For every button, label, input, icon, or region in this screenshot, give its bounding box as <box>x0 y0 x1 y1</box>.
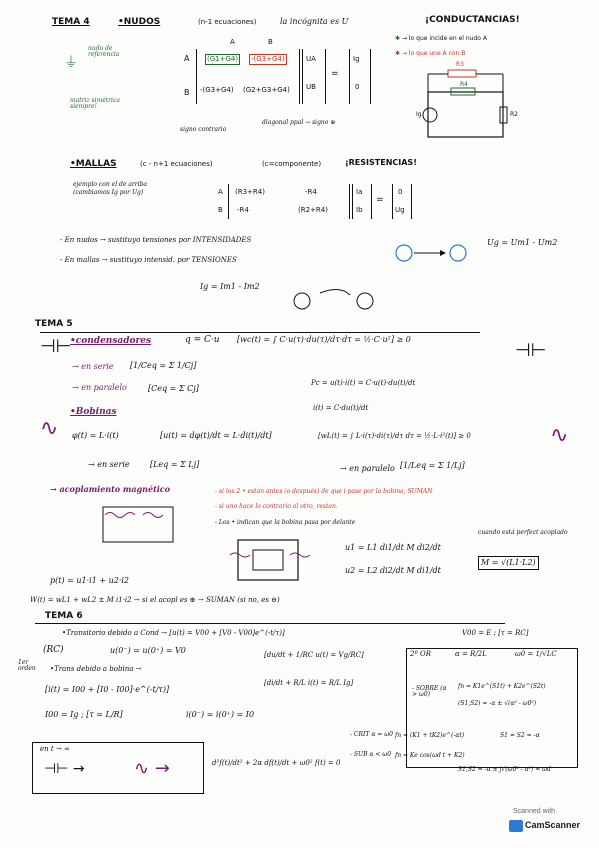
ig-equation: Ig = Im1 - Im2 <box>200 282 260 291</box>
acop-rule3: - Los • indican que la bobina pasa por delante <box>215 519 356 526</box>
crit-eq: fn = (K1 + tK2)e^(-αt) <box>395 732 465 739</box>
acop-rule2: - si uno hace lo contrario al otro, restan. <box>215 503 338 510</box>
w0-eq: ω0 = 1/√LC <box>515 650 557 658</box>
current-source <box>423 108 437 122</box>
camscanner-logo-icon <box>509 820 523 832</box>
crit-label: - CRIT α = ω0 <box>350 731 393 738</box>
sub-eq: fn = Ke cos(ωd t + K2) <box>395 752 465 759</box>
wl-equation: [wL(t) = ∫ L·i(τ)·di(τ)/dτ dτ = ½·L·i²(t)] ≥ 0 <box>318 432 471 440</box>
trans-cond: •Transitorio debido a Cond → [u(t) = V00 + [V0 - V00]e^(-t/τ)] <box>62 629 285 637</box>
sobre-label: - SOBRE (α > ω0) <box>412 685 447 698</box>
voltage-source-icon <box>396 245 412 261</box>
circuit-r4-label: R4 <box>460 81 468 88</box>
cond-serie: → en serie <box>72 362 114 371</box>
mesh-row-a: A <box>218 188 223 196</box>
transformer-window <box>253 550 283 570</box>
node-a-label: A <box>184 54 190 63</box>
mallas-eq: (c - n+1 ecuaciones) <box>140 160 213 168</box>
diag-note: diagonal ppal → signo ⊕ <box>262 119 336 126</box>
sign-contrary-note: signo contrario <box>180 126 227 133</box>
mesh-current-icon-2 <box>357 293 373 309</box>
vector-ib: Ib <box>356 206 363 214</box>
vector-ub: UB <box>306 83 316 91</box>
coil-1 <box>105 513 135 518</box>
tema6-title: TEMA 6 <box>45 611 83 621</box>
ug-equation: Ug = Um1 - Um2 <box>487 238 558 247</box>
orden2-label: 2º OR <box>410 650 431 658</box>
mesh-m11: (R3+R4) <box>235 188 265 196</box>
sub-label: - SUB α < ω0 <box>350 751 392 758</box>
comp-eq: (c=componente) <box>262 160 322 168</box>
cond-header: •condensadores <box>70 336 152 346</box>
legend-green: ✱ → lo que incide en el nudo A <box>395 35 487 42</box>
bob-paralelo: → en paralelo <box>340 464 395 473</box>
mesh-ug: Ug <box>395 206 405 214</box>
circuit-loop <box>428 92 503 137</box>
acop-rule1: - si los 2 • están antes (o después) de que i pase por la bobina, SUMAN <box>215 488 433 495</box>
rule-nudos: - En nudos → sustituyo tensiones por INTENSIDADES <box>60 236 252 244</box>
mesh-current-icon <box>294 293 310 309</box>
tema6-divider <box>35 623 505 624</box>
phi-equation: φ(t) = L·i(t) <box>72 431 119 440</box>
it-eq: [i(t) = I00 + [I0 - I00]·e^(-t/τ)] <box>45 685 170 694</box>
rl-ode: [di/dt + R/L i(t) = R/L Ig] <box>264 679 354 687</box>
core-outline <box>103 507 173 542</box>
pc-equation: Pc = u(t)·i(t) = C·u(t)·du(t)/dt <box>311 379 416 387</box>
cond-serie-eq: [1/Ceq = Σ 1/Cj] <box>130 361 197 370</box>
primary-coil <box>230 553 250 557</box>
u1-equation: u1 = L1 di1/dt M di2/dt <box>345 543 441 552</box>
t-infinity: en t → ∞ <box>40 745 70 753</box>
rc-label: (RC) <box>43 645 64 655</box>
rule-mallas: - En mallas → sustituyo intensid. por TENSIONES <box>60 256 237 264</box>
circuit-ig-label: Ig <box>416 111 422 118</box>
conductancias-label: ¡CONDUCTANCIAS! <box>425 15 520 25</box>
mesh-m12: -R4 <box>305 188 317 196</box>
nudos-eq: (n-1 ecuaciones) <box>198 18 257 26</box>
inductor-icon-right: ∿ <box>550 423 569 448</box>
nudos-incognita: la incógnita es U <box>280 17 349 26</box>
cond-paralelo-eq: [Ceq = Σ Cj] <box>148 384 199 393</box>
scanner-name: CamScanner <box>525 820 581 830</box>
matrix-m11: (G1+G4) <box>207 55 239 63</box>
i-equation: i(t) = C·du(t)/dt <box>313 404 369 412</box>
energy-equation: W(t) = wL1 + wL2 ± M i1·i2 → si el acopl es ⊕ → SUMAN (si no, es ⊖) <box>30 596 280 604</box>
ref-label: nudo de referencia <box>88 45 120 58</box>
steady-capacitor-icon: ⊣⊢ → <box>44 761 85 777</box>
capacitor-icon-right: ⊣⊢ <box>515 340 547 361</box>
mesh-source-diagram <box>290 283 380 323</box>
tema5-title: TEMA 5 <box>35 319 73 329</box>
vector-ig: Ig <box>353 55 360 63</box>
coupled-inductors-diagram <box>85 497 195 552</box>
legend1-text: → lo que incide en el nudo A <box>401 35 487 42</box>
perfect-coupling-note: cuando está perfect acoplado <box>478 529 568 536</box>
wc-equation: [wc(t) = ∫ C·u(τ)·du(τ)/dτ·dτ = ½·C·u²] ≥ 0 <box>237 335 411 344</box>
bob-paralelo-eq: [1/Leq = Σ 1/Lj] <box>400 461 465 470</box>
tema5-divider <box>40 332 480 333</box>
u0-eq: u(0⁻) = u(0⁺) = V0 <box>110 646 186 655</box>
transformer-core-diagram <box>228 535 318 585</box>
trans-bobina: •Trans debido a bobina → <box>50 665 142 673</box>
bob-serie-eq: [Leq = Σ Lj] <box>150 460 200 469</box>
first-order-label: 1er orden <box>18 659 36 672</box>
mesh-m21: -R4 <box>237 206 249 214</box>
scanner-caption: Scanned with <box>513 808 556 815</box>
mesh-row-b: B <box>218 206 223 214</box>
bob-serie: → en serie <box>88 460 130 469</box>
transformer-core <box>238 540 298 580</box>
sobre-eq: fn = K1e^(S1t) + K2e^(S2t) <box>458 683 546 690</box>
q-equation: q = C·u <box>185 335 220 345</box>
resistencias-label: ¡RESISTENCIAS! <box>345 158 417 167</box>
power-equation: p(t) = u1·i1 + u2·i2 <box>50 576 130 585</box>
camscanner-watermark <box>505 808 583 838</box>
resistor-r3 <box>448 70 476 77</box>
vector-ua: UA <box>306 55 316 63</box>
vector-ia: Ia <box>356 188 363 196</box>
mallas-header: •MALLAS <box>70 159 117 169</box>
secondary-coil <box>290 553 310 557</box>
node-b-label: B <box>184 88 190 97</box>
ejemplo-note: ejemplo con el de arriba (cambiamos Ig por Ug) <box>73 181 148 197</box>
sym-label: matriz simétrica siempre! <box>70 97 120 110</box>
second-order-ode: d²f(t)/dt² + 2α df(t)/dt + ω0² f(t) = 0 <box>212 759 341 767</box>
mesh-zero: 0 <box>398 188 403 196</box>
circuit-r3-label: R3 <box>456 61 464 68</box>
col-b-label: B <box>268 38 273 46</box>
second-order-box <box>406 648 578 768</box>
matrix-m12: -(G3+G4) <box>251 55 285 63</box>
steady-inductor-icon: ∿ → <box>134 758 170 779</box>
mesh-arrow-icon <box>320 289 350 295</box>
matrix-m21: -(G3+G4) <box>200 86 234 94</box>
mesh-m22: (R2+R4) <box>298 206 328 214</box>
legend2-text: → lo que une A con B <box>401 50 466 57</box>
circuit-diagram <box>418 62 528 152</box>
i0-eq: i(0⁻) = i(0⁺) = I0 <box>186 710 255 719</box>
legend-red: ✱ → lo que une A con B <box>395 50 466 57</box>
u2-equation: u2 = L2 di2/dt M di1/dt <box>345 566 441 575</box>
vector-zero: 0 <box>355 83 360 91</box>
m-equation: M = √(L1·L2) <box>478 556 539 570</box>
sub-roots: S1,S2 = -α ± j√(ω0² - α²) = ωd <box>458 766 551 773</box>
inductor-icon: ∿ <box>40 416 59 441</box>
sobre-roots: (S1,S2) = -α ± √(α² - ω0²) <box>458 700 537 707</box>
rc-ode: [du/dt + 1/RC u(t) = Vg/RC] <box>264 651 364 659</box>
coil-2 <box>143 513 163 518</box>
v00-eq: V00 = E ; [τ = RC] <box>462 629 529 637</box>
alpha-eq: α = R/2L <box>455 650 487 658</box>
col-a-label: A <box>230 38 235 46</box>
capacitor-icon: ⊣⊢ <box>40 336 72 357</box>
cond-paralelo: → en paralelo <box>72 383 127 392</box>
nudos-header: •NUDOS <box>118 17 161 27</box>
tema4-title: TEMA 4 <box>52 17 90 27</box>
acop-header: → acoplamiento magnético <box>50 484 171 494</box>
ground-icon: ⏚ <box>64 55 78 71</box>
equals-sign-2: = <box>376 195 384 205</box>
crit-roots: S1 = S2 = -α <box>500 732 540 739</box>
equals-sign: = <box>331 69 339 79</box>
u-equation: [u(t) = dφ(t)/dt = L·di(t)/dt] <box>160 431 272 440</box>
matrix-m22: (G2+G3+G4) <box>243 86 290 94</box>
circuit-r2-label: R2 <box>510 111 518 118</box>
current-source-icon <box>450 245 466 261</box>
bob-header: •Bobinas <box>70 407 117 417</box>
i00-eq: I00 = Ig ; [τ = L/R] <box>45 710 123 719</box>
source-conversion-diagram <box>392 228 492 273</box>
